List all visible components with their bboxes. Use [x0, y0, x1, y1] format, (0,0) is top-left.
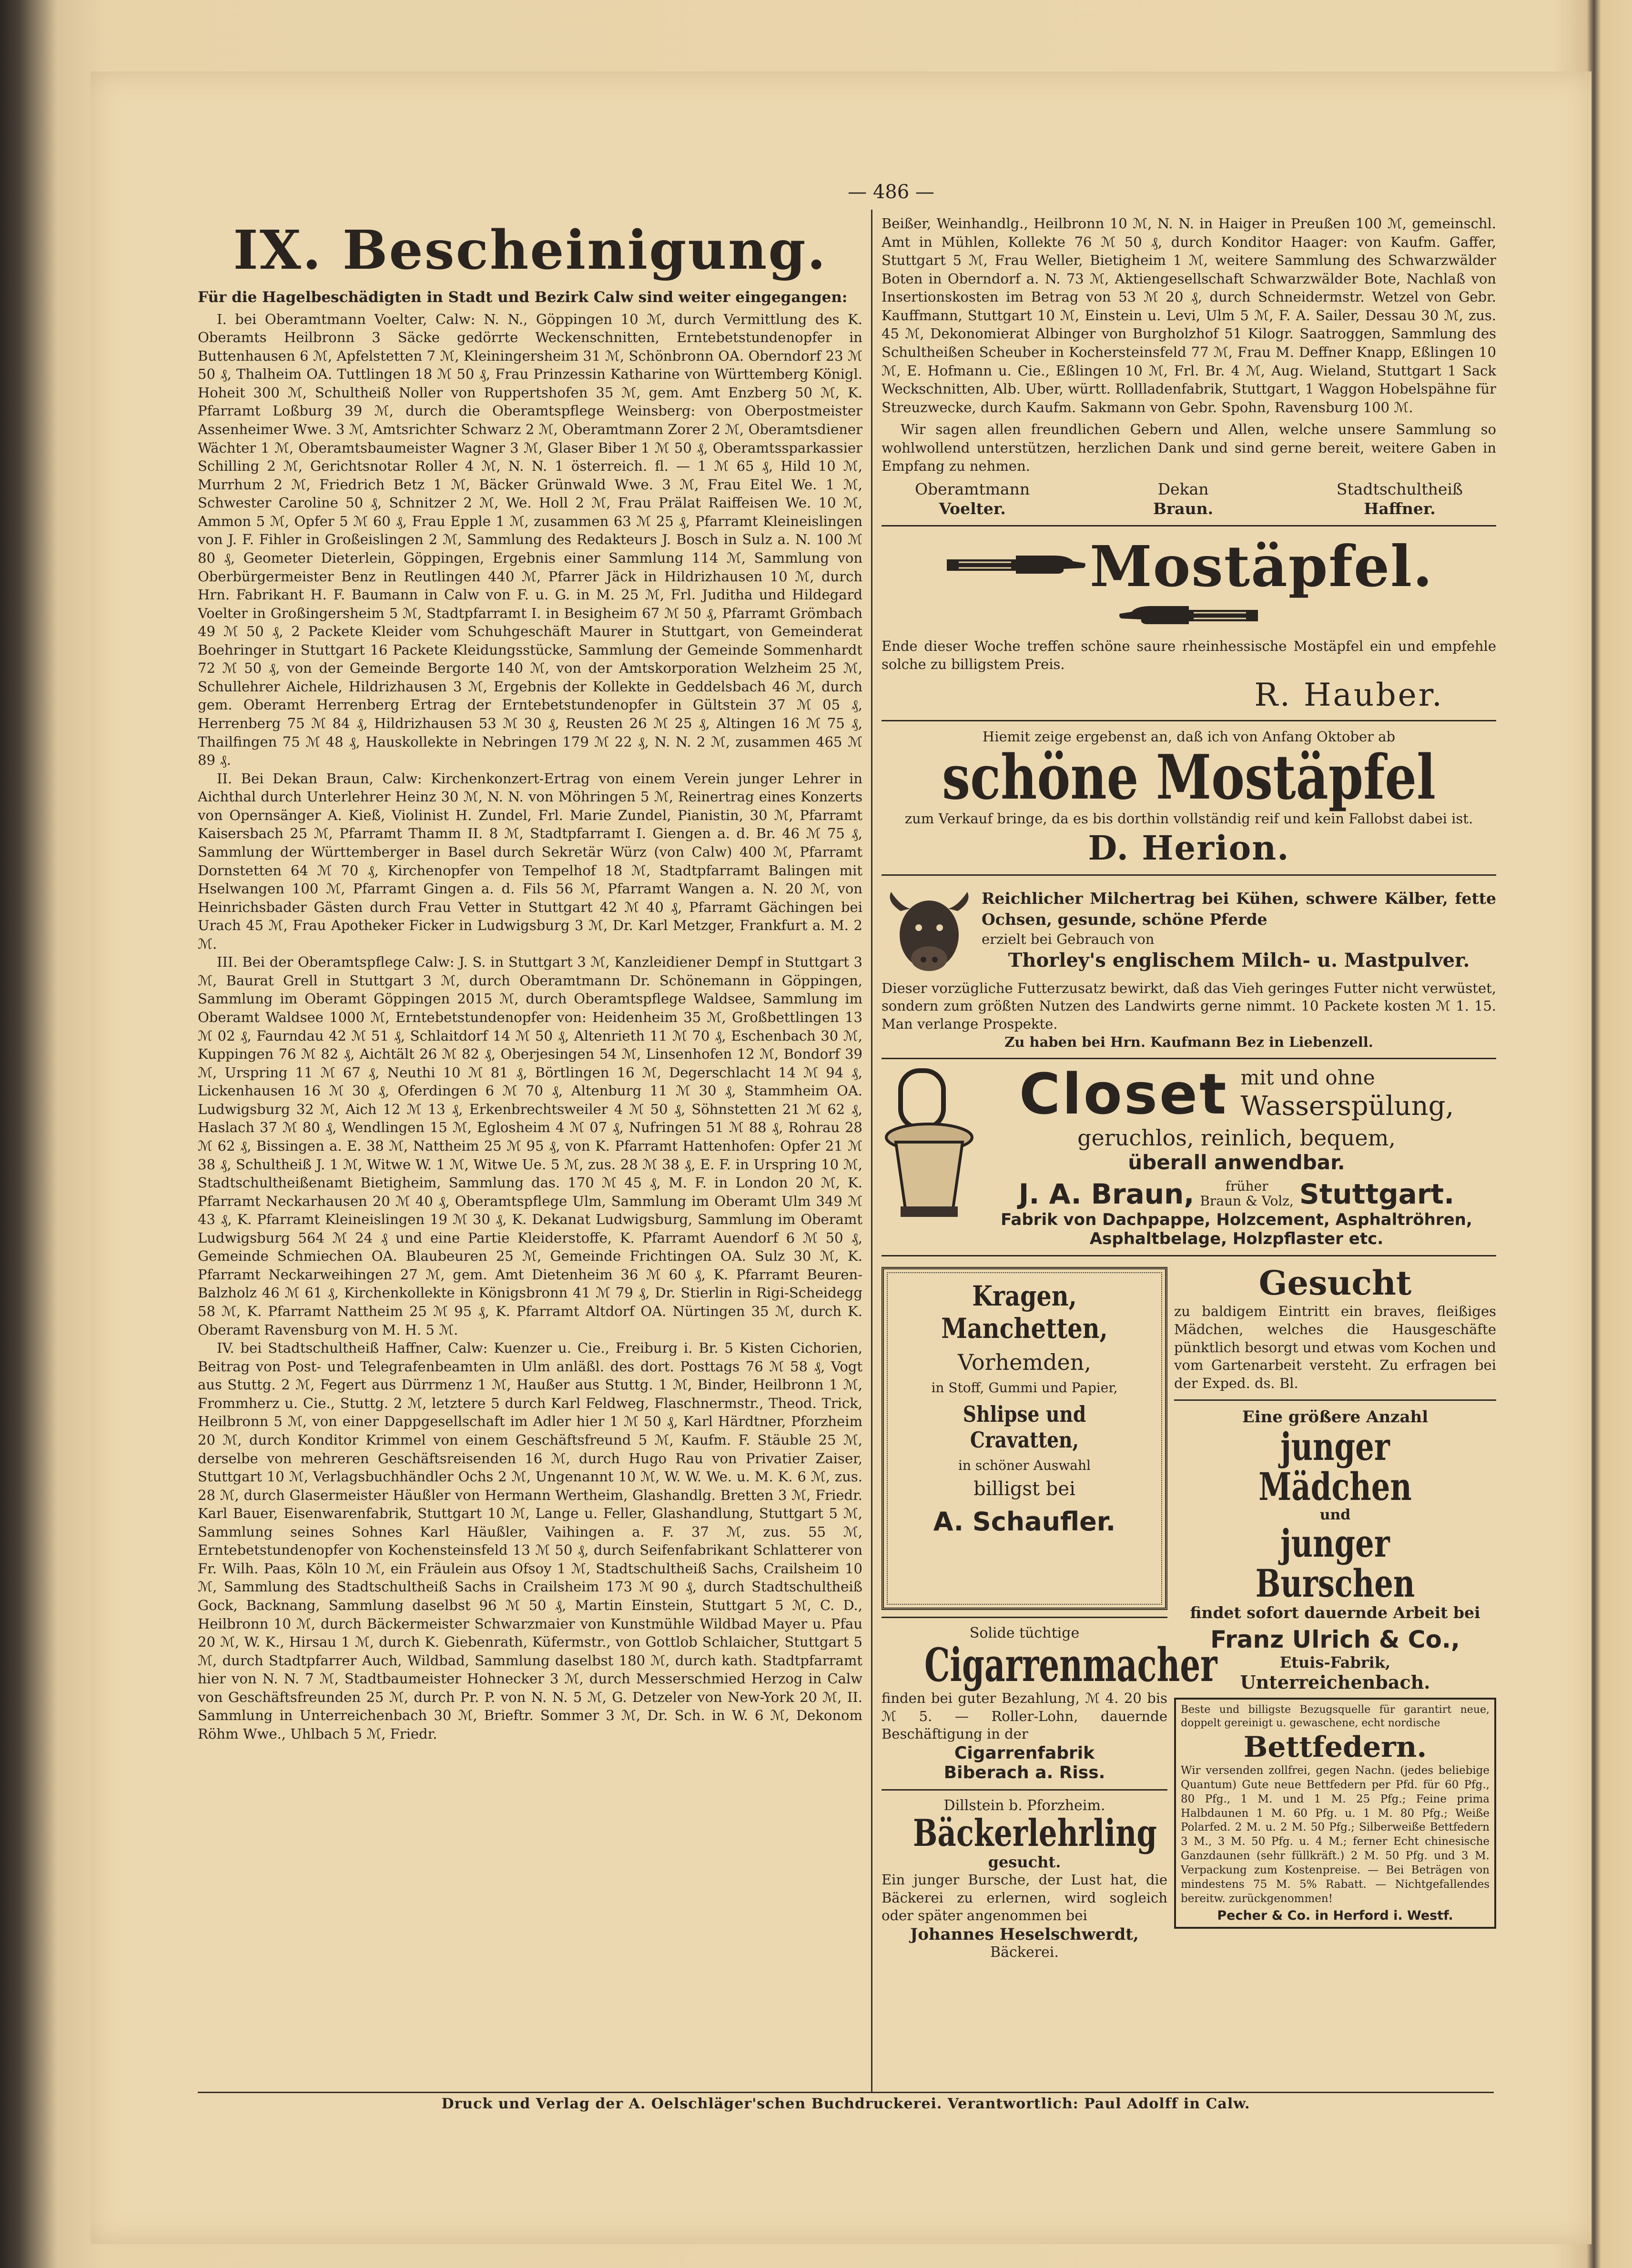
- ad-divider: [1174, 1399, 1496, 1401]
- ad-baecker-l3: Bäckerei.: [990, 1944, 1059, 1961]
- ad-divider: [882, 1789, 1167, 1791]
- ad-mostaepfel-signature: R. Hauber.: [1254, 676, 1444, 713]
- ad-closet-city: Stuttgart.: [1299, 1178, 1455, 1211]
- ad-divider: [882, 1058, 1496, 1059]
- ad-divider: [882, 1255, 1496, 1256]
- pointing-hand-right-icon: [944, 549, 1087, 584]
- article-headline: IX. Bescheinigung.: [233, 219, 827, 282]
- ad-schaufler: [882, 1267, 1167, 1610]
- column-rule: [871, 210, 872, 2092]
- ad-ulrich-l3: und: [1319, 1506, 1351, 1523]
- ad-herion-title: schöne Mostäpfel: [942, 742, 1436, 814]
- ad-thorley-line2: erzielt bei Gebrauch von: [982, 931, 1155, 947]
- ad-cigarrenmacher: [882, 1625, 1217, 1783]
- pointing-hand-left-icon: [1117, 599, 1260, 635]
- ad-cigarren-city: Biberach a. Riss.: [943, 1763, 1105, 1783]
- ad-divider: [882, 525, 1496, 526]
- signature-row: [882, 479, 1496, 519]
- lower-ads: [882, 1263, 1496, 1961]
- ad-schaufler-l3: in Stoff, Gummi und Papier,: [931, 1380, 1118, 1396]
- ad-herion-intro: Hiemit zeige ergebenst an, daß ich von Anfang Oktober ab: [982, 728, 1396, 745]
- ad-divider: [882, 874, 1496, 876]
- ad-closet-title: Closet: [1019, 1061, 1228, 1127]
- ad-cigarren-text: finden bei guter Bezahlung, ℳ 4. 20 bis ℳ 5. — Roller-Lohn, dauernde Beschäftigung in der: [882, 1690, 1167, 1742]
- ad-closet-former: Braun & Volz,: [1200, 1193, 1294, 1209]
- left-column: [198, 214, 862, 2087]
- ad-schaufler-l7: A. Schaufler.: [933, 1507, 1116, 1537]
- ad-gesucht-title: Gesucht: [1258, 1263, 1412, 1303]
- ad-cigarren-firm: Cigarrenfabrik: [954, 1743, 1095, 1763]
- ad-closet-products2: Asphaltbelage, Holzpflaster etc.: [1089, 1229, 1384, 1249]
- ad-baeckerlehrling: [882, 1797, 1167, 1961]
- ad-bettfedern: [1174, 1698, 1496, 1929]
- ad-schaufler-l6: billigst bei: [973, 1478, 1075, 1500]
- ad-closet-sub1: mit und ohne: [1240, 1066, 1375, 1090]
- signature-stadtschultheiss: Stadtschultheiß Haffner.: [1336, 479, 1463, 518]
- ad-baecker-l2: gesucht.: [988, 1853, 1061, 1872]
- ad-closet-former-label: früher: [1225, 1178, 1268, 1195]
- ad-bett-intro: Beste und billigste Bezugsquelle für garantirt neue, doppelt gereinigt u. gewaschene, echt nordische: [1181, 1703, 1490, 1730]
- ad-bett-text: Wir versenden zollfrei, gegen Nachn. (jedes beliebige Quantum) Gute neue Bettfedern per Pfd. für 60 Pfg., 80 Pfg., 1 M. und 1 M. 25 Pfg.; Feine prima Halbdaunen 1 M. 60 Pfg. u. 1 M. 80 Pfg.; Weiße Polarfed. 2 M. u. 2 M. 50 Pfg.; Silberweiße Bettfedern 3 M., 3 M. 50 Pfg. u. 4 M.; ferner Echt chinesische Ganzdaunen (sehr füllkräft.) 2 M. 50 Pfg. und 3 M. Verpackung zum Kostenpreise. — Bei Beträgen von mindestens 75 M. 5% Rabatt. — Nichtgefallendes bereitw. zurückgenommen!: [1181, 1764, 1490, 1905]
- ad-herion-signature: D. Herion.: [1088, 828, 1290, 868]
- imprint-line: Druck und Verlag der A. Oelschläger'schen Buchdruckerei. Verantwortlich: Paul Adolff in Calw.: [441, 2096, 1250, 2112]
- signature-oberamtmann: Oberamtmann Voelter.: [915, 479, 1030, 518]
- bull-head-icon: [882, 882, 977, 980]
- ad-thorley-product: Thorley's englischem Milch- u. Mastpulver.: [1008, 949, 1470, 972]
- ad-ulrich-firm: Franz Ulrich & Co.,: [1210, 1625, 1460, 1653]
- ad-thorley-headline: Reichlicher Milchertrag bei Kühen, schwere Kälber, fette Ochsen, gesunde, schöne Pferde: [982, 889, 1496, 929]
- lower-ads-right: [1174, 1263, 1496, 1961]
- ad-herion: [882, 728, 1496, 868]
- ad-ulrich-l6: Etuis-Fabrik,: [1279, 1653, 1391, 1671]
- ad-divider: [882, 1617, 1167, 1618]
- ad-baecker-title: Bäckerlehrling: [913, 1812, 1157, 1855]
- ad-gesucht-text: zu baldigem Eintritt ein braves, fleißiges Mädchen, welches die Hausgeschäfte pünktlich besorgt und etwas vom Kochen und vom Gartenarbeit versteht. Zu erfragen bei der Exped. ds. Bl.: [1174, 1303, 1496, 1392]
- article-paragraph-4: IV. bei Stadtschultheiß Haffner, Calw: Kuenzer u. Cie., Freiburg i. Br. 5 Kisten Cichorien, Beitrag von Post- und Telegrafenbeamten in Ulm anläßl. des dort. Posttags 76 ℳ 58 ₰, Vogt aus Stuttg. 2 ℳ, Fegert aus Dürrmenz 1 ℳ, Haußer aus Stuttg. 1 ℳ, Binder, Heilbronn 1 ℳ, Frommherz u. Cie., Stuttg. 2 ℳ, letztere 5 durch Karl Feldweg, Flaschnermstr., Theod. Trick, Heilbronn 5 ℳ, von einer Dappgesellschaft im Adler hier 1 ℳ 50 ₰, Karl Härdtner, Pforzheim 20 ℳ, durch Konditor Krimmel von einem Geschäftsfreund 5 ℳ, Kaufm. F. Stäuble 25 ℳ, derselbe von mehreren Geschäftsreisenden 16 ℳ, durch Hugo Rau von Privatier Zaiser, Stuttgart 10 ℳ, Verlagsbuchhändler Ochs 2 ℳ, Ungenannt 10 ℳ, W. W. We. u. M. K. 6 ℳ, zus. 28 ℳ, durch Glasermeister Häußler von Hermann Wertheim, Glashandlg. Bretten 3 ℳ, Friedr. Karl Bauer, Eisenwarenfabrik, Stuttgart 10 ℳ, Lange u. Feller, Glashandlung, Stuttgart 5 ℳ, Sammlung seines Sohnes Karl Häußler, Vaihingen a. F. 37 ℳ, zus. 55 ℳ, Erntebetstundenopfer von Kochensteinsfeld 13 ℳ 50 ₰, durch Seifenfabrikant Schlatterer von Fr. Wilh. Paas, Köln 10 ℳ, ein Fräulein aus Ofsoy 1 ℳ, Stadtschultheiß Sachs, Crailsheim 10 ℳ, Sammlung des Stadtschultheiß Sachs in Crailsheim 173 ℳ 90 ₰, durch Stadtschultheiß Gock, Backnang, Sammlung daselbst 96 ℳ 50 ₰, Martin Einstein, Stuttgart 5 ℳ, C. D., Heilbronn 10 ℳ, durch Bäckermeister Schwarzmaier von Kunstmühle Wildbad Mayer u. Pfau 20 ℳ, W. K., Hirsau 1 ℳ, durch K. Giebenrath, Küfermstr., von Gottlob Schlaicher, Stuttgart 5 ℳ, durch Stadtpfarrer Auch, Wildbad, Sammlung daselbst 180 ℳ, durch kath. Stadtpfarramt hier von N. N. 7 ℳ, Stadtbaumeister Hohnecker 3 ℳ, durch Messerschmied Herzog in Calw von Geschäftsfreunden 25 ℳ, durch Pr. P. von N. N. 5 ℳ, G. Detzeler von New-York 20 ℳ, II. Sammlung in Unterreichenbach 30 ℳ, Brieftr. Sommer 3 ℳ, Dr. Sch. in W. 6 ℳ, Dekonom Röhm Wwe., Uhlbach 5 ℳ, Friedr.: [198, 1340, 862, 1742]
- bottom-rule: [198, 2092, 1494, 2093]
- ad-baecker-l1: Dillstein b. Pforzheim.: [943, 1797, 1105, 1814]
- ad-closet-products1: Fabrik von Dachpappe, Holzcement, Asphaltröhren,: [1001, 1210, 1472, 1230]
- ad-mostaepfel: [882, 533, 1496, 713]
- ad-closet: [882, 1061, 1496, 1249]
- ad-ulrich-l5: findet sofort dauernde Arbeit bei: [1190, 1603, 1480, 1622]
- ad-ulrich-l7: Unterreichenbach.: [1240, 1671, 1430, 1693]
- ad-baecker-text: Ein junger Bursche, der Lust hat, die Bäckerei zu erlernen, wird sogleich oder später angenommen bei: [882, 1872, 1167, 1924]
- ad-schaufler-l4: Shlipse und Cravatten,: [963, 1401, 1086, 1453]
- ad-mostaepfel-text: Ende dieser Woche treffen schöne saure rheinhessische Mostäpfel ein und empfehle solche zu billigstem Preis.: [882, 638, 1496, 673]
- ad-gesucht: [1174, 1263, 1496, 1392]
- ad-closet-sub3: geruchlos, reinlich, bequem,: [1077, 1125, 1396, 1151]
- ad-divider: [882, 720, 1496, 721]
- lower-ads-left: [882, 1263, 1217, 1961]
- article-paragraph-1: I. bei Oberamtmann Voelter, Calw: N. N., Göppingen 10 ℳ, durch Vermittlung des K. Oberamts Heilbronn 3 Säcke gedörrte Weckenschnitten, Erntebetstundenopfer in Buttenhausen 6 ℳ, Apfelstetten 7 ℳ, Kleiningersheim 31 ℳ, Schönbronn OA. Oberndorf 23 ℳ 50 ₰, Thalheim OA. Tuttlingen 18 ℳ 50 ₰, Frau Prinzessin Katharine von Württemberg Königl. Hoheit 300 ℳ, Schultheiß Noller von Ruppertshofen 35 ℳ, gem. Amt Enzberg 50 ℳ, K. Pfarramt Loßburg 39 ℳ, durch die Oberamtspflege Weinsberg: von Oberpostmeister Assenheimer Wwe. 3 ℳ, Amtsrichter Schwarz 2 ℳ, Oberamtmann Zorer 2 ℳ, Oberamtsdiener Wächter 1 ℳ, Oberamtsbaumeister Wagner 3 ℳ, Glaser Biber 1 ℳ 50 ₰, Oberamtssparkassier Schilling 2 ℳ, Gerichtsnotar Roller 4 ℳ, N. N. 1 österreich. fl. — 1 ℳ 65 ₰, Hild 10 ℳ, Murrhum 2 ℳ, Friedrich Betz 1 ℳ, Bäcker Grünwald Wwe. 3 ℳ, Frau Eitel We. 1 ℳ, Schwester Caroline 50 ₰, Schnitzer 2 ℳ, We. Holl 2 ℳ, Frau Prälat Raiffeisen We. 10 ℳ, Ammon 5 ℳ, Opfer 5 ℳ 60 ₰, Frau Epple 1 ℳ, zusammen 63 ℳ 25 ₰, Pfarramt Kleineislingen von J. F. Fihler in Großeislingen 2 ℳ, Sammlung des Redakteurs J. Bosch in Sulz a. N. 100 ℳ 80 ₰, Geometer Dieterlein, Göppingen, Ergebnis einer Sammlung 114 ℳ, Sammlung von Oberbürgermeister Benz in Reutlingen 440 ℳ, Pfarrer Jäck in Hildrizhausen 10 ℳ, durch Hrn. Fabrikant H. F. Baumann in Calw von F. u. G. in M. 25 ℳ, Frl. Juditha und Hildegard Voelter in Großingersheim 5 ℳ, Stadtpfarramt I. in Besigheim 67 ℳ 50 ₰, Pfarramt Grömbach 49 ℳ 50 ₰, 2 Packete Kleider vom Schuhgeschäft Maurer in Stuttgart, von Gemeinderat Boehringer in Stuttgart 16 Packete Kleidungsstücke, Sammlung der Gemeinde Sommenhardt 72 ℳ 50 ₰, von der Gemeinde Bergorte 140 ℳ, von der Amtskorporation Welzheim 25 ℳ, Schullehrer Aichele, Hildrizhausen 3 ℳ, Ergebnis der Kollekte in Geddelsbach 46 ℳ, durch gem. Oberamt Herrenberg Ertrag der Erntebetstundenopfer in Gültstein 37 ℳ 05 ₰, Herrenberg 75 ℳ 84 ₰, Hildrizhausen 53 ℳ 30 ₰, Reusten 26 ℳ 25 ₰, Altingen 16 ℳ 75 ₰, Thailfingen 75 ℳ 48 ₰, Hauskollekte in Nebringen 179 ℳ 22 ₰, N. N. 2 ℳ, zusammen 465 ℳ 89 ₰.: [198, 311, 862, 769]
- article-paragraph-2: II. Bei Dekan Braun, Calw: Kirchenkonzert-Ertrag von einem Verein junger Lehrer in Aichthal durch Unterlehrer Heinz 30 ℳ, N. N. von Möhringen 5 ℳ, Reinertrag eines Konzerts von Opernsänger A. Kieß, Violinist H. Zundel, Frl. Marie Zundel, Pianistin, 30 ℳ, Pfarramt Kaisersbach 25 ℳ, Pfarramt Thamm II. 8 ℳ, Stadtpfarramt I. Giengen a. d. Br. 46 ℳ 75 ₰, Sammlung der Württemberger in Basel durch Sekretär Würz (von Calw) 400 ℳ, Pfarramt Dornstetten 64 ℳ 70 ₰, Kirchenopfer von Tempelhof 18 ℳ, Stadtpfarramt Balingen mit Hselwangen 100 ℳ, Pfarramt Gingen a. d. Fils 56 ℳ, Pfarramt Wangen a. N. 20 ℳ, von Heinrichsbader Gästen durch Frau Vetter in Stuttgart 42 ℳ 40 ₰, Pfarramt Gächingen bei Urach 45 ℳ, Frau Apotheker Ficker in Ludwigsburg 3 ℳ, Dr. Karl Metzger, Frankfurt a. M. 2 ℳ.: [198, 770, 862, 952]
- ad-schaufler-l5: in schöner Auswahl: [958, 1458, 1091, 1474]
- ad-ulrich-l2: junger Mädchen: [1258, 1424, 1412, 1509]
- ad-schaufler-l1: Kragen, Manchetten,: [941, 1280, 1108, 1345]
- ad-mostaepfel-title: Mostäpfel.: [1090, 533, 1434, 600]
- ad-ulrich: [1174, 1407, 1496, 1693]
- ad-closet-sub4: überall anwendbar.: [1128, 1151, 1345, 1174]
- ad-ulrich-l1: Eine größere Anzahl: [1242, 1407, 1429, 1427]
- ad-thorley-dealer: Zu haben bei Hrn. Kaufmann Bez in Liebenzell.: [1004, 1033, 1373, 1050]
- ad-cigarren-l1: Solide tüchtige: [969, 1625, 1080, 1642]
- ad-bett-firm: Pecher & Co. in Herford i. Westf.: [1217, 1908, 1453, 1923]
- article-thanks: Wir sagen allen freundlichen Gebern und Allen, welche unsere Sammlung so wohlwollend unterstützen, herzlichen Dank und sind gerne bereit, weitere Gaben in Empfang zu nehmen.: [882, 421, 1496, 475]
- toilet-icon: [882, 1066, 977, 1225]
- page-number: — 486 —: [848, 181, 934, 203]
- ad-thorley-text: Dieser vorzügliche Futterzusatz bewirkt, daß das Vieh geringes Futter nicht verwüstet, sondern zum größten Nutzen des Landwirts gerne nimmt. 10 Packete kosten ℳ 1. 15. Man verlange Prospekte.: [882, 980, 1496, 1032]
- article-paragraph-3: III. Bei der Oberamtspflege Calw: J. S. in Stuttgart 3 ℳ, Kanzleidiener Dempf in Stuttgart 3 ℳ, Baurat Grell in Stuttgart 3 ℳ, durch Oberamtmann Dr. Schönemann in Göppingen, Sammlung im Oberamt Göppingen 2015 ℳ, durch Oberamtspflege Waldsee, Sammlung im Oberamt Waldsee 1000 ℳ, Erntebetstundenopfer von: Heidenheim 35 ℳ, Großbettlingen 13 ℳ 02 ₰, Faurndau 42 ℳ 51 ₰, Schlaitdorf 14 ℳ 50 ₰, Altenrieth 11 ℳ 70 ₰, Eschenbach 30 ℳ, Kuppingen 76 ℳ 82 ₰, Aichtält 26 ℳ 82 ₰, Oberjesingen 54 ℳ, Linsenhofen 12 ℳ, Bondorf 39 ℳ, Urspring 11 ℳ 67 ₰, Neuthi 10 ℳ 81 ₰, Börtlingen 16 ℳ, Degerschlacht 14 ℳ 94 ₰, Lickenhausen 16 ℳ 30 ₰, Oferdingen 6 ℳ 70 ₰, Altenburg 11 ℳ 30 ₰, Stammheim OA. Ludwigsburg 32 ℳ, Aich 12 ℳ 13 ₰, Erkenbrechtsweiler 4 ℳ 50 ₰, Söhnstetten 21 ℳ 62 ₰, Haslach 37 ℳ 80 ₰, Wendlingen 15 ℳ, Eglosheim 4 ℳ 07 ₰, Nufringen 51 ℳ 88 ₰, Rohrau 28 ℳ 62 ₰, Bissingen a. E. 38 ℳ, Nattheim 25 ℳ 95 ₰, von K. Pfarramt Hattenhofen: Opfer 21 ℳ 38 ₰, Schultheiß J. 1 ℳ, Witwe W. 1 ℳ, Witwe Ue. 5 ℳ, zus. 28 ℳ 38 ₰, E. F. in Urspring 10 ℳ, Stadtschultheißenamt Bietigheim, Sammlung das. 170 ℳ 45 ₰, M. F. in London 20 ℳ, K. Pfarramt Neckarhausen 20 ℳ 40 ₰, Oberamtspflege Ulm, Sammlung im Oberamt Ulm 349 ℳ 43 ₰, K. Pfarramt Kleineislingen 19 ℳ 30 ₰, K. Dekanat Ludwigsburg, Sammlung im Oberamt Ludwigsburg 564 ℳ 24 ₰ und eine Partie Kleiderstoffe, K. Pfarramt Auendorf 6 ℳ 50 ₰, Gemeinde Schmiechen OA. Blaubeuren 25 ℳ, Gemeinde Frichtingen OA. Sulz 30 ℳ, K. Pfarramt Neckarweihingen 27 ℳ, gem. Amt Dietenheim 36 ℳ 60 ₰, K. Pfarramt Beuren-Balzholz 46 ℳ 61 ₰, Kirchenkollekte in Königsbronn 41 ℳ 79 ₰, Dr. Stierlin in Rigi-Scheidegg 58 ℳ, K. Pfarramt Nattheim 25 ℳ 95 ₰, K. Pfarramt Altdorf OA. Nürtingen 35 ℳ, durch K. Oberamt Ravensburg von M. H. 5 ℳ.: [198, 954, 862, 1338]
- ad-closet-sub2: Wasserspülung,: [1240, 1090, 1454, 1122]
- ad-baecker-name: Johannes Heselschwerdt,: [910, 1925, 1139, 1944]
- ad-closet-firm: J. A. Braun,: [1018, 1178, 1195, 1211]
- ad-herion-text: zum Verkauf bringe, da es bis dorthin vollständig reif und kein Fallobst dabei ist.: [904, 810, 1473, 827]
- right-column: [882, 214, 1496, 2087]
- ad-bett-title: Bettfedern.: [1243, 1730, 1427, 1764]
- ad-cigarren-title: Cigarrenmacher: [924, 1638, 1217, 1692]
- article-subhead: Für die Hagelbeschädigten in Stadt und Bezirk Calw sind weiter eingegangen:: [198, 289, 848, 306]
- ad-schaufler-l2: Vorhemden,: [957, 1349, 1092, 1376]
- signature-dekan: Dekan Braun.: [1153, 479, 1214, 518]
- ad-ulrich-l4: junger Burschen: [1255, 1520, 1415, 1606]
- ad-thorley: [882, 882, 1496, 1052]
- article-continuation: Beißer, Weinhandlg., Heilbronn 10 ℳ, N. N. in Haiger in Preußen 100 ℳ, gemeinschl. Amt in Mühlen, Kollekte 76 ℳ 50 ₰, durch Konditor Haager: von Kaufm. Gaffer, Stuttgart 5 ℳ, Frau Weller, Bietigheim 1 ℳ, weitere Sammlung des Schwarzwälder Boten in Oberndorf a. N. 73 ℳ, Aktiengesellschaft Schwarzwälder Bote, Nachlaß von Insertionskosten im Betrag von 53 ℳ 20 ₰, durch Schneidermstr. Wetzel von Gebr. Kauffmann, Stuttgart 10 ℳ, Einstein u. Levi, Ulm 5 ℳ, F. A. Sailer, Dessau 30 ℳ, zus. 45 ℳ, Dekonomierat Albinger von Burgholzhof 51 Kilogr. Saatroggen, Sammlung des Schultheißen Scheuber in Kochersteinsfeld 77 ℳ, Frau M. Deffner Knapp, Eßlingen 10 ℳ, E. Hofmann u. Cie., Eßlingen 10 ℳ, Frl. Br. 4 ℳ, Aug. Wieland, Stuttgart 1 Sack Weckschnitten, Alb. Uber, württ. Rollladenfabrik, Stuttgart, 1 Waggon Hobelspähne für Streuzwecke, durch Kaufm. Sakmann von Gebr. Spohn, Ravensburg 100 ℳ.: [882, 215, 1496, 415]
